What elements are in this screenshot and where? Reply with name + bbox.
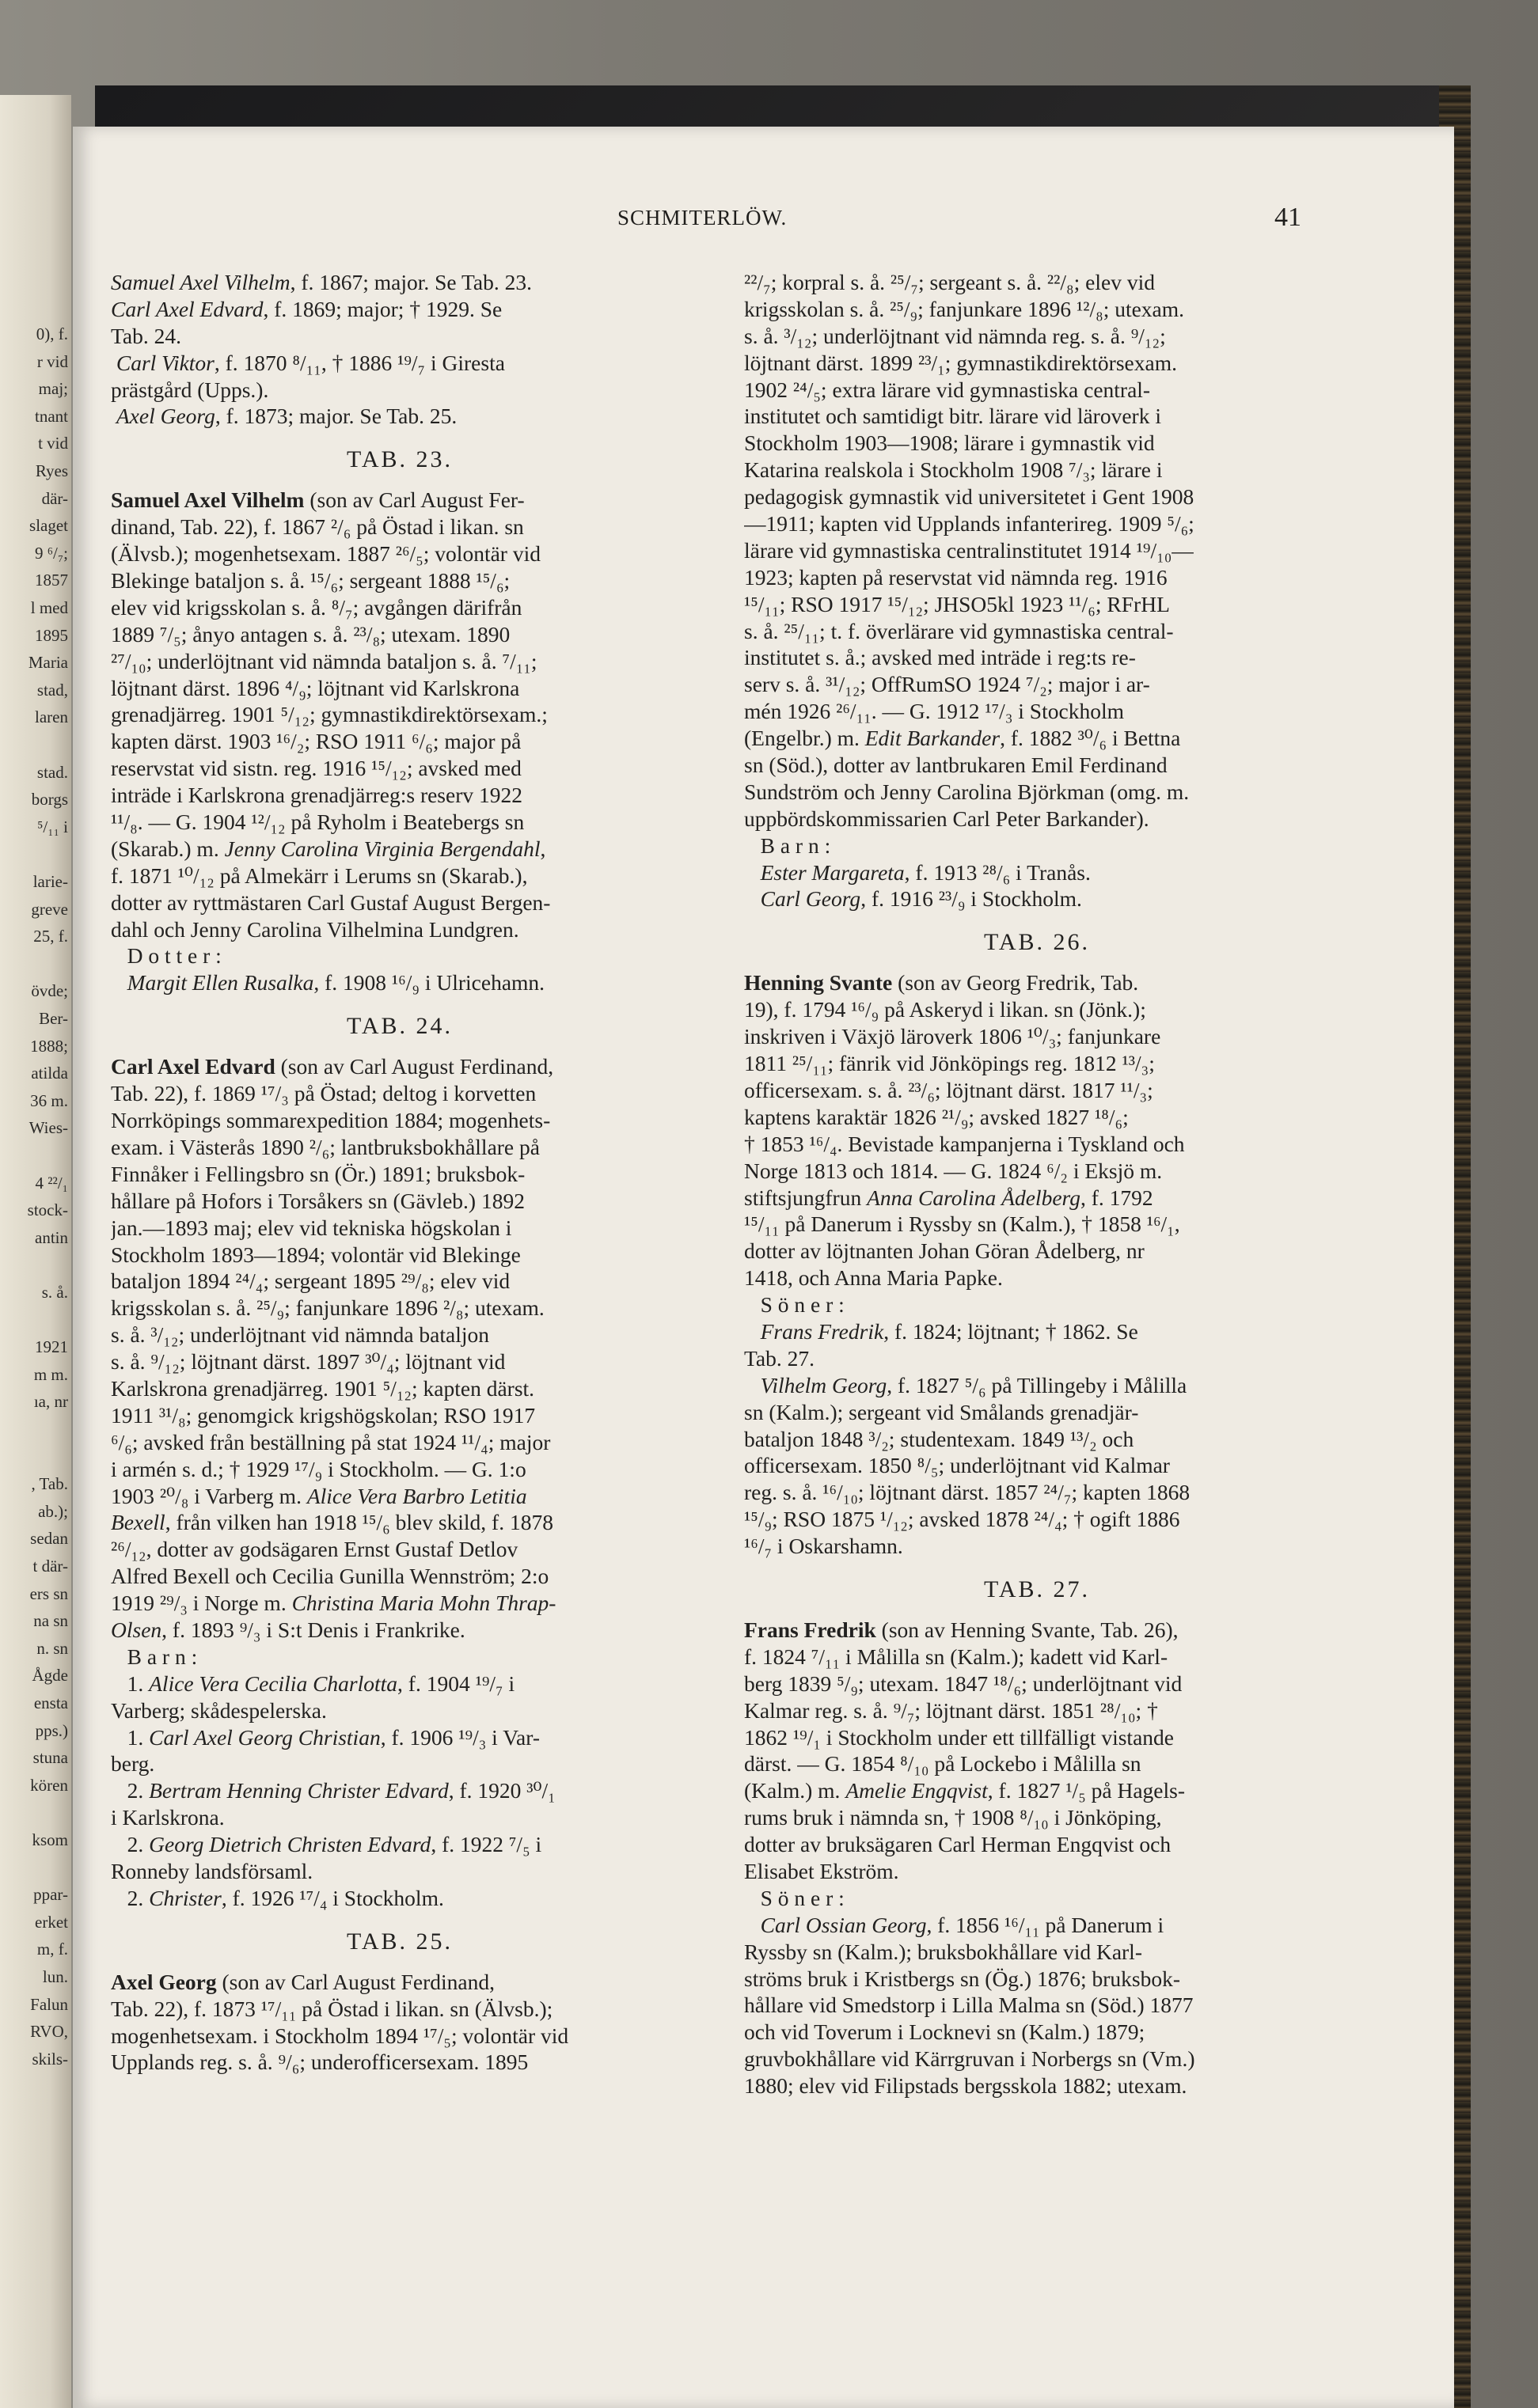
text-line: i Karlskrona.: [111, 1805, 225, 1830]
margin-fragment: , Tab.: [31, 1474, 68, 1494]
text-line: (Kalm.) m. Amelie Engqvist, f. 1827 ¹/₅ på Hagels-: [744, 1778, 1186, 1803]
section-heading: TAB. 25.: [346, 1928, 454, 1955]
text-line: 1. Carl Axel Georg Christian, f. 1906 ¹⁹/₃ i Var-: [111, 1724, 540, 1750]
text-line: dotter av löjtnanten Johan Göran Ådelberg, nr: [744, 1238, 1145, 1264]
text-line: ²⁷/₁₀; underlöjtnant vid nämnda bataljon s. å. ⁷/₁₁;: [111, 648, 537, 673]
text-line: kapten därst. 1903 ¹⁶/₂; RSO 1911 ⁶/₆; major på: [111, 729, 522, 754]
text-line: Varberg; skådespelerska.: [111, 1697, 327, 1723]
text-line: ²²/₇; korpral s. å. ²⁵/₇; sergeant s. å. ²²/₈; elev vid: [744, 270, 1155, 294]
margin-fragment: borgs: [31, 790, 68, 810]
text-line: Frans Fredrik, f. 1824; löjtnant; † 1862. Se: [760, 1318, 1138, 1344]
margin-fragment: 9 ⁶/₇;: [34, 543, 68, 563]
text-line: ²⁶/₁₂, dotter av godsägaren Ernst Gustaf Detlov: [111, 1537, 518, 1562]
margin-fragment: na sn: [33, 1611, 68, 1631]
running-title: SCHMITERLÖW.: [617, 206, 788, 229]
text-line: ¹⁵/₁₁; RSO 1917 ¹⁵/₁₂; JHSO5kl 1923 ¹¹/₆; RFrHL: [744, 591, 1170, 616]
margin-fragment: 1921: [35, 1337, 68, 1357]
margin-fragment: ers sn: [29, 1583, 68, 1603]
text-line: Axel Georg, f. 1873; major. Se Tab. 25.: [116, 404, 458, 429]
margin-fragment: larie-: [32, 872, 68, 891]
text-line: S ö n e r :: [744, 1292, 845, 1318]
right-column: [744, 269, 1330, 2099]
text-line: inträde i Karlskrona grenadjärreg:s reserv 1922: [111, 783, 523, 808]
text-line: och vid Toverum i Locknevi sn (Kalm.) 1879;: [744, 2019, 1145, 2045]
text-line: † 1853 ¹⁶/₄. Bevistade kampanjerna i Tyskland och: [744, 1131, 1185, 1156]
text-line: löjtnant därst. 1899 ²³/₁; gymnastikdirektörsexam.: [744, 350, 1177, 375]
text-line: elev vid krigsskolan s. å. ⁸/₇; avgången därifrån: [111, 594, 522, 620]
margin-fragment: Wies-: [28, 1118, 68, 1138]
text-line: sn (Söd.), dotter av lantbrukaren Emil Ferdinand: [744, 753, 1168, 778]
text-line: Tab. 27.: [744, 1345, 815, 1371]
section-heading: TAB. 26.: [983, 929, 1091, 956]
text-line: krigsskolan s. å. ²⁵/₉; fanjunkare 1896 ²/₈; utexam.: [111, 1295, 545, 1321]
text-line: stiftsjungfrun Anna Carolina Ådelberg, f. 1792: [744, 1185, 1153, 1210]
text-line: Carl Axel Edvard (son av Carl August Ferdinand,: [111, 1054, 554, 1079]
margin-fragment: Falun: [30, 1994, 68, 2014]
text-line: dinand, Tab. 22), f. 1867 ²/₆ på Östad i likan. sn: [111, 514, 524, 540]
margin-fragment: stad.: [36, 762, 68, 782]
margin-fragment: n. sn: [36, 1638, 68, 1658]
margin-fragment: maj;: [38, 379, 68, 399]
text-line: 1923; kapten på reservstat vid nämnda reg. 1916: [744, 564, 1168, 590]
margin-fragment: pps.): [35, 1720, 68, 1740]
text-line: bataljon 1894 ²⁴/₄; sergeant 1895 ²⁹/₈; elev vid: [111, 1268, 511, 1294]
text-line: Samuel Axel Vilhelm, f. 1867; major. Se Tab. 23.: [111, 270, 532, 294]
text-line: berg 1839 ⁵/₉; utexam. 1847 ¹⁸/₆; underlöjtnant vid: [744, 1670, 1183, 1696]
left-column: [111, 269, 689, 2076]
text-line: Carl Axel Edvard, f. 1869; major; † 1929. Se: [111, 296, 503, 321]
text-line: Carl Georg, f. 1916 ²³/₉ i Stockholm.: [760, 886, 1082, 912]
text-line: i armén s. d.; † 1929 ¹⁷/₉ i Stockholm. — G. 1:o: [111, 1456, 526, 1481]
text-line: dahl och Jenny Carolina Vilhelmina Lundgren.: [111, 916, 519, 942]
text-line: Olsen, f. 1893 ⁹/₃ i S:t Denis i Frankrike.: [111, 1617, 465, 1642]
text-line: officersexam. 1850 ⁸/₅; underlöjtnant vid Kalmar: [744, 1453, 1170, 1478]
text-line: s. å. ²⁵/₁₁; t. f. överlärare vid gymnastiska central-: [744, 618, 1174, 643]
margin-fragment: Ryes: [35, 461, 68, 480]
margin-fragment: antin: [35, 1227, 68, 1247]
text-line: Stockholm 1893—1894; volontär vid Blekinge: [111, 1242, 521, 1267]
text-line: officersexam. s. å. ²³/₆; löjtnant därst. 1817 ¹¹/₃;: [744, 1077, 1153, 1102]
text-line: jan.—1893 maj; elev vid tekniska högskolan i: [111, 1215, 512, 1240]
margin-fragment: erket: [35, 1912, 68, 1932]
margin-fragment: Maria: [28, 653, 68, 673]
text-line: (Engelbr.) m. Edit Barkander, f. 1882 ³⁰/₆ i Bettna: [744, 726, 1181, 751]
margin-fragment: Ågde: [32, 1666, 68, 1686]
text-line: krigsskolan s. å. ²⁵/₉; fanjunkare 1896 ¹²/₈; utexam.: [744, 296, 1185, 321]
margin-fragment: 1895: [35, 625, 68, 645]
margin-fragment: m m.: [33, 1364, 68, 1384]
text-line: 1911 ³¹/₈; genomgick krigshögskolan; RSO 1917: [111, 1402, 536, 1428]
text-line: s. å. ⁹/₁₂; löjtnant därst. 1897 ³⁰/₄; löjtnant vid: [111, 1349, 506, 1375]
margin-fragment: lun.: [42, 1967, 68, 1986]
text-line: mén 1926 ²⁶/₁₁. — G. 1912 ¹⁷/₃ i Stockholm: [744, 699, 1124, 724]
text-line: exam. i Västerås 1890 ²/₆; lantbruksbokhållare på: [111, 1134, 540, 1159]
text-line: dotter av bruksägaren Carl Herman Engqvist och: [744, 1832, 1172, 1857]
text-line: institutet s. å.; avsked med inträde i reg:ts re-: [744, 645, 1136, 670]
margin-fragment: 1888;: [30, 1036, 68, 1056]
text-line: 2. Christer, f. 1926 ¹⁷/₄ i Stockholm.: [111, 1885, 444, 1910]
text-line: mogenhetsexam. i Stockholm 1894 ¹⁷/₅; volontär vid: [111, 2023, 569, 2048]
margin-fragment: 36 m.: [30, 1090, 68, 1110]
margin-fragment: t där-: [32, 1557, 68, 1576]
text-line: s. å. ³/₁₂; underlöjtnant vid nämnda bataljon: [111, 1322, 490, 1348]
margin-fragment: ensta: [33, 1693, 68, 1712]
text-line: prästgård (Upps.).: [111, 377, 269, 402]
text-line: 1. Alice Vera Cecilia Charlotta, f. 1904 ¹⁹/₇ i: [111, 1670, 515, 1696]
text-line: f. 1824 ⁷/₁₁ i Målilla sn (Kalm.); kadett vid Karl-: [744, 1644, 1168, 1669]
text-line: Carl Viktor, f. 1870 ⁸/₁₁, † 1886 ¹⁹/₇ i Giresta: [116, 350, 505, 375]
text-line: 2. Bertram Henning Christer Edvard, f. 1920 ³⁰/₁: [111, 1778, 556, 1803]
text-line: Tab. 22), f. 1873 ¹⁷/₁₁ på Östad i likan. sn (Älvsb.);: [111, 1996, 553, 2021]
margin-fragment: stock-: [27, 1200, 68, 1220]
text-line: serv s. å. ³¹/₁₂; OffRumSO 1924 ⁷/₂; major i ar-: [744, 672, 1150, 697]
text-line: Samuel Axel Vilhelm (son av Carl August Fer-: [111, 487, 525, 513]
margin-fragment: övde;: [31, 981, 68, 1001]
text-line: Ester Margareta, f. 1913 ²⁸/₆ i Tranås.: [760, 859, 1091, 885]
margin-fragment: Ber-: [39, 1009, 68, 1028]
text-line: 1862 ¹⁹/₁ i Stockholm under ett tillfälligt vistande: [744, 1724, 1174, 1750]
margin-fragment: ksom: [32, 1830, 68, 1849]
text-line: Elisabet Ekström.: [744, 1858, 899, 1883]
text-line: B a r n :: [111, 1644, 198, 1669]
text-line: Ryssby sn (Kalm.); bruksbokhållare vid Karl-: [744, 1939, 1142, 1964]
text-line: ¹¹/₈. — G. 1904 ¹²/₁₂ på Ryholm i Beatebergs sn: [111, 810, 525, 835]
margin-fragment: s. å.: [41, 1283, 68, 1302]
text-line: därst. — G. 1854 ⁸/₁₀ på Lockebo i Målilla sn: [744, 1751, 1141, 1777]
text-line: Upplands reg. s. å. ⁹/₆; underofficersexam. 1895: [111, 2050, 529, 2075]
text-line: Norge 1813 och 1814. — G. 1824 ⁶/₂ i Eksjö m.: [744, 1158, 1163, 1183]
margin-fragment: ıa, nr: [33, 1392, 68, 1412]
text-line: 1902 ²⁴/₅; extra lärare vid gymnastiska central-: [744, 377, 1151, 402]
text-line: 1903 ²⁰/₈ i Varberg m. Alice Vera Barbro Letitia: [111, 1483, 527, 1508]
text-line: grenadjärreg. 1901 ⁵/₁₂; gymnastikdirektörsexam.;: [111, 702, 548, 727]
margin-fragment: tnant: [35, 406, 68, 426]
text-line: löjtnant därst. 1896 ⁴/₉; löjtnant vid Karlskrona: [111, 675, 520, 700]
text-line: s. å. ³/₁₂; underlöjtnant vid nämnda reg. s. å. ⁹/₁₂;: [744, 323, 1166, 348]
text-line: Tab. 24.: [111, 323, 181, 348]
text-line: ⁶/₆; avsked från beställning på stat 1924 ¹¹/₄; major: [111, 1429, 551, 1454]
text-line: inskriven i Växjö läroverk 1806 ¹⁰/₃; fanjunkare: [744, 1024, 1161, 1049]
text-line: Finnåker i Fellingsbro sn (Ör.) 1891; bruksbok-: [111, 1161, 526, 1186]
text-line: 2. Georg Dietrich Christen Edvard, f. 1922 ⁷/₅ i: [111, 1832, 542, 1857]
text-line: (Skarab.) m. Jenny Carolina Virginia Bergendahl,: [111, 836, 546, 861]
text-line: Ronneby landsförsaml.: [111, 1858, 313, 1883]
section-heading: TAB. 23.: [346, 446, 454, 473]
text-line: berg.: [111, 1751, 155, 1777]
text-line: gruvbokhållare vid Kärrgruvan i Norbergs sn (Vm.): [744, 2046, 1195, 2072]
text-line: f. 1871 ¹⁰/₁₂ på Almekärr i Lerums sn (Skarab.),: [111, 863, 528, 888]
text-line: 19), f. 1794 ¹⁶/₉ på Askeryd i likan. sn (Jönk.);: [744, 997, 1146, 1022]
margin-fragment: stad,: [36, 680, 68, 700]
text-line: reservstat vid sistn. reg. 1916 ¹⁵/₁₂; avsked med: [111, 756, 522, 781]
text-line: Margit Ellen Rusalka, f. 1908 ¹⁶/₉ i Ulricehamn.: [127, 970, 545, 995]
text-line: Tab. 22), f. 1869 ¹⁷/₃ på Östad; deltog i korvetten: [111, 1081, 537, 1106]
section-heading: TAB. 24.: [346, 1013, 454, 1040]
margin-fragment: sedan: [30, 1529, 68, 1549]
margin-fragment: 25, f.: [33, 927, 68, 946]
text-line: 1811 ²⁵/₁₁; fänrik vid Jönköpings reg. 1812 ¹³/₃;: [744, 1051, 1155, 1076]
margin-fragment: 1857: [35, 571, 68, 590]
margin-fragment: ab.);: [38, 1501, 68, 1521]
margin-fragment: r vid: [36, 351, 68, 371]
text-line: Alfred Bexell och Cecilia Gunilla Wennström; 2:o: [111, 1564, 549, 1589]
text-line: rums bruk i nämnda sn, † 1908 ⁸/₁₀ i Jönköping,: [744, 1805, 1162, 1830]
text-line: S ö n e r :: [744, 1885, 845, 1910]
text-line: lärare vid gymnastiska centralinstitutet 1914 ¹⁹/₁₀—: [744, 537, 1194, 563]
margin-fragment: m, f.: [36, 1940, 68, 1959]
text-line: Katarina realskola i Stockholm 1908 ⁷/₃; lärare i: [744, 457, 1163, 483]
text-line: hållare vid Smedstorp i Lilla Malma sn (Söd.) 1877: [744, 1993, 1194, 2018]
text-line: pedagogisk gymnastik vid universitetet i Gent 1908: [744, 484, 1194, 510]
text-line: Axel Georg (son av Carl August Ferdinand,: [111, 1969, 495, 1994]
text-line: institutet och samtidigt bitr. lärare vid läroverk i: [744, 404, 1161, 429]
margin-fragment: skils-: [32, 2049, 68, 2069]
margin-fragment: ⁵/₁₁ i: [37, 817, 68, 836]
text-line: sn (Kalm.); sergeant vid Smålands grenadjär-: [744, 1399, 1139, 1424]
text-line: hållare på Hofors i Torsåkers sn (Gävleb.) 1892: [111, 1188, 525, 1213]
margin-fragment: t vid: [38, 434, 68, 453]
text-line: reg. s. å. ¹⁶/₁₀; löjtnant därst. 1857 ²⁴/₇; kapten 1868: [744, 1480, 1191, 1505]
text-line: ströms bruk i Kristbergs sn (Ög.) 1876; bruksbok-: [744, 1966, 1180, 1991]
text-line: 1889 ⁷/₅; ånyo antagen s. å. ²³/₈; utexam. 1890: [111, 621, 511, 647]
text-line: Henning Svante (son av Georg Fredrik, Tab.: [744, 970, 1139, 995]
margin-fragment: ppar-: [33, 1885, 68, 1905]
text-line: ¹⁶/₇ i Oskarshamn.: [744, 1534, 903, 1559]
margin-fragment: atilda: [31, 1064, 68, 1083]
text-line: Vilhelm Georg, f. 1827 ⁵/₆ på Tillingeby i Målilla: [760, 1372, 1187, 1397]
text-line: dotter av ryttmästaren Carl Gustaf August Bergen-: [111, 889, 551, 915]
margin-fragment: RVO,: [30, 2022, 68, 2042]
margin-fragment: där-: [41, 488, 68, 508]
margin-fragment: 0), f.: [36, 324, 68, 343]
page-number: 41: [1274, 203, 1301, 232]
margin-fragment: stuna: [32, 1748, 68, 1768]
margin-fragment: kören: [30, 1775, 68, 1795]
text-line: Carl Ossian Georg, f. 1856 ¹⁶/₁₁ på Danerum i: [760, 1912, 1164, 1937]
page-header: [0, 203, 1538, 237]
text-line: Kalmar reg. s. å. ⁹/₇; löjtnant därst. 1851 ²⁸/₁₀; †: [744, 1697, 1158, 1723]
text-line: Norrköpings sommarexpedition 1884; mogenhets-: [111, 1108, 551, 1133]
text-line: Blekinge bataljon s. å. ¹⁵/₆; sergeant 1888 ¹⁵/₆;: [111, 568, 511, 593]
text-line: bataljon 1848 ³/₂; studentexam. 1849 ¹³/₂ och: [744, 1426, 1134, 1451]
text-line: 1418, och Anna Maria Papke.: [744, 1265, 1003, 1291]
text-line: —1911; kapten vid Upplands infanterireg. 1909 ⁵/₆;: [744, 511, 1194, 537]
text-line: Bexell, från vilken han 1918 ¹⁵/₆ blev skild, f. 1878: [111, 1510, 553, 1535]
text-line: Frans Fredrik (son av Henning Svante, Tab. 26),: [744, 1617, 1179, 1642]
text-line: B a r n :: [744, 832, 831, 858]
text-line: kaptens karaktär 1826 ²¹/₉; avsked 1827 ¹⁸/₆;: [744, 1104, 1129, 1129]
margin-fragment: 4 ²²/₁: [35, 1173, 68, 1193]
text-line: Stockholm 1903—1908; lärare i gymnastik vid: [744, 430, 1155, 456]
margin-fragment: laren: [35, 707, 68, 727]
text-line: Sundström och Jenny Carolina Björkman (omg. m.: [744, 779, 1190, 804]
section-heading: TAB. 27.: [983, 1576, 1091, 1602]
text-line: uppbördskommissarien Carl Peter Barkander).: [744, 806, 1149, 831]
text-line: ¹⁵/₁₁ på Danerum i Ryssby sn (Kalm.), † 1858 ¹⁶/₁,: [744, 1212, 1180, 1237]
text-line: Karlskrona grenadjärreg. 1901 ⁵/₁₂; kapten därst.: [111, 1375, 535, 1401]
text-line: ¹⁵/₉; RSO 1875 ¹/₁₂; avsked 1878 ²⁴/₄; † ogift 1886: [744, 1507, 1180, 1532]
text-line: 1880; elev vid Filipstads bergsskola 1882; utexam.: [744, 2073, 1187, 2099]
margin-fragment: slaget: [29, 516, 68, 536]
text-line: 1919 ²⁹/₃ i Norge m. Christina Maria Mohn Thrap-: [111, 1591, 556, 1616]
text-line: (Älvsb.); mogenhetsexam. 1887 ²⁶/₅; volontär vid: [111, 541, 541, 567]
margin-fragment: l med: [30, 598, 68, 617]
text-line: D o t t e r :: [111, 943, 222, 969]
margin-fragment: greve: [31, 899, 68, 919]
left-page-strip: [0, 95, 71, 2408]
